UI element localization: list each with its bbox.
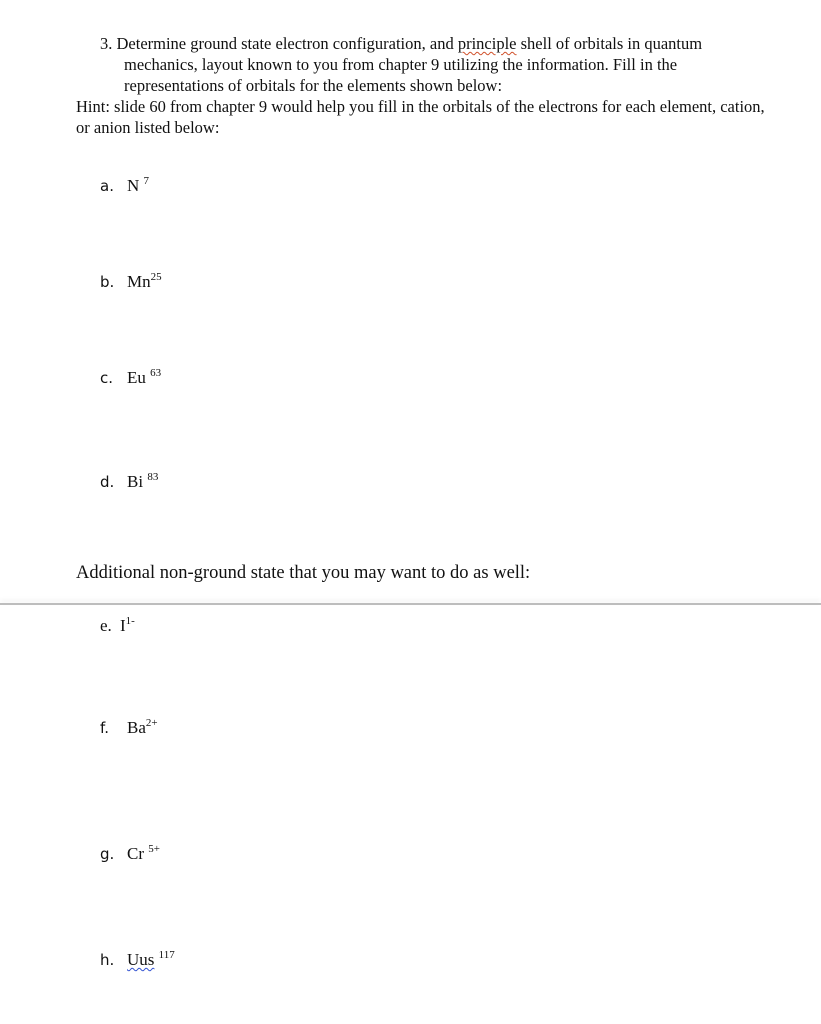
superscript: 5+	[148, 843, 160, 855]
item-label: a.	[100, 177, 114, 195]
item-label: c.	[100, 369, 114, 387]
hint-text: Hint: slide 60 from chapter 9 would help you fill in the orbitals of the electrons for each element, cation, or anion listed below:	[76, 97, 765, 137]
item-label: b.	[100, 273, 115, 291]
item-label: e.	[100, 616, 112, 635]
item-b	[100, 271, 162, 292]
element-symbol: I	[120, 616, 126, 635]
item-label: f.	[100, 719, 109, 737]
item-g	[100, 843, 160, 864]
element-symbol: Uus	[127, 950, 155, 969]
superscript: 63	[150, 367, 162, 379]
item-a	[100, 175, 149, 196]
element-symbol: Cr	[127, 844, 144, 863]
item-label: g.	[100, 845, 115, 863]
element-symbol: Eu	[127, 368, 146, 387]
question-text	[100, 33, 776, 96]
additional-heading: Additional non-ground state that you may want to do as well:	[76, 563, 531, 583]
question-text-part: Determine ground state electron configuration, and	[116, 34, 458, 53]
element-symbol: N	[127, 176, 140, 195]
item-d	[100, 471, 158, 492]
item-e	[100, 615, 135, 636]
element-symbol: Ba	[127, 718, 146, 737]
superscript: 117	[158, 949, 175, 961]
element-symbol: Bi	[127, 472, 144, 491]
superscript: 25	[150, 271, 162, 283]
element-symbol: Mn	[127, 272, 151, 291]
page-break-divider	[0, 603, 821, 605]
item-f	[100, 717, 158, 738]
superscript: 83	[147, 471, 159, 483]
question-number: 3.	[100, 34, 113, 53]
item-h	[100, 949, 175, 970]
question-3	[76, 33, 776, 138]
item-label: d.	[100, 473, 115, 491]
question-text-part: shell of orbitals in quantum mechanics, layout known to you from chapter 9 utilizing the information. Fill in the representations of orbitals for the elements shown below:	[124, 34, 703, 95]
item-c	[100, 367, 161, 388]
item-label: h.	[100, 951, 115, 969]
spellcheck-word: principle	[457, 34, 517, 53]
superscript: 1-	[125, 615, 135, 627]
superscript: 2+	[145, 717, 158, 729]
superscript: 7	[143, 175, 150, 187]
